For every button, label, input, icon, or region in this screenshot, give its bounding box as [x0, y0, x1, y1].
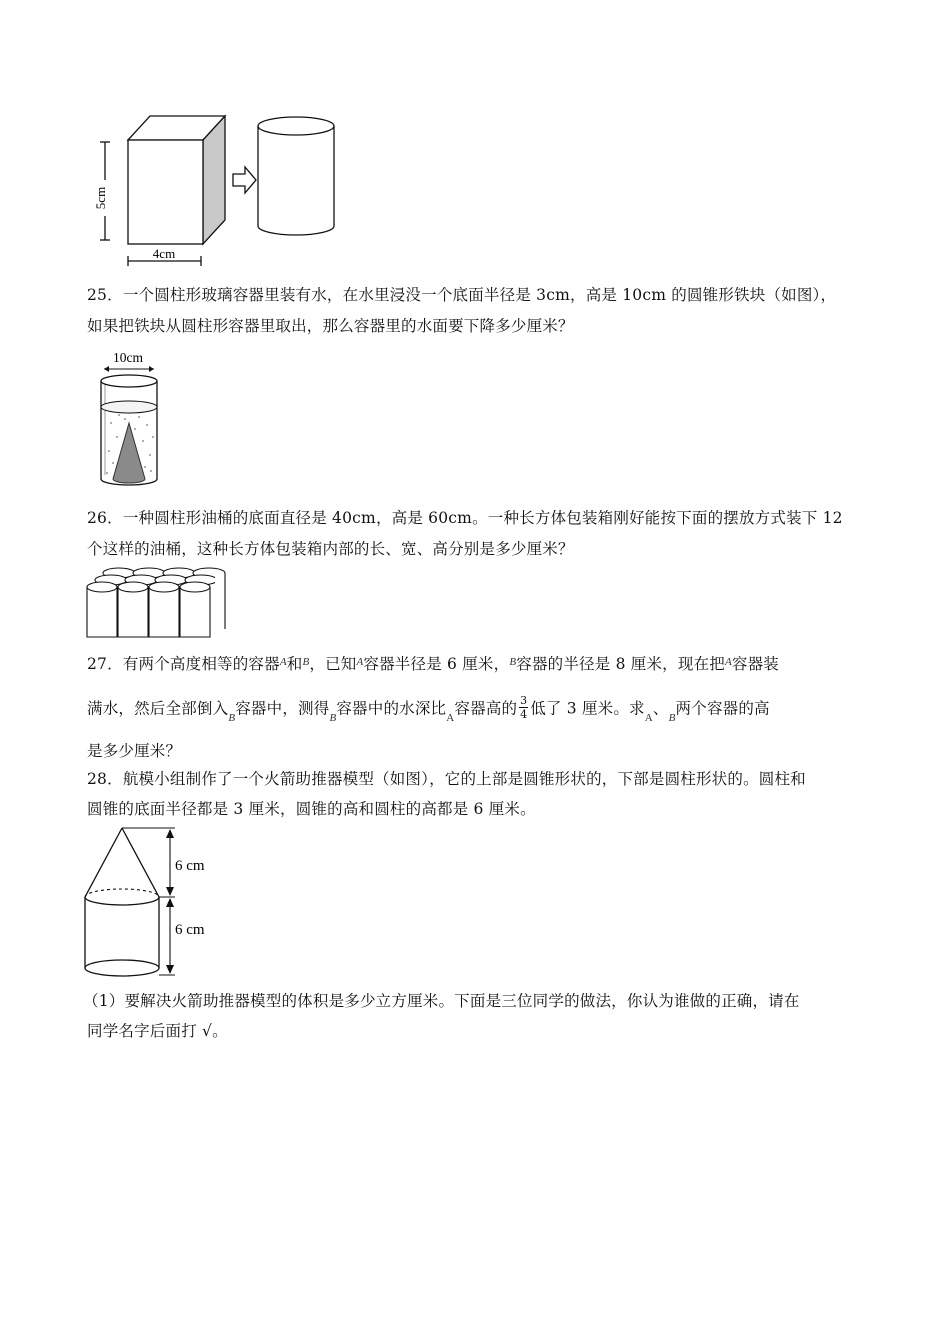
- q28-text-line1: 28．航模小组制作了一个火箭助推器模型（如图），它的上部是圆锥形状的，下部是圆柱形状的。圆柱和: [87, 770, 806, 788]
- cuboid-cylinder-figure: [85, 110, 345, 270]
- q26-text-line1: 26．一种圆柱形油桶的底面直径是 40cm，高是 60cm。一种长方体包装箱刚好能按下面的摆放方式装下 12: [87, 509, 843, 527]
- cone-in-cylinder-figure: [95, 345, 165, 490]
- q28-sub1-line2: 同学名字后面打 √。: [87, 1022, 228, 1040]
- height-label: 5cm: [93, 186, 108, 210]
- rocket-booster-figure: [80, 825, 230, 980]
- q25-text-line2: 如果把铁块从圆柱形容器里取出，那么容器里的水面要下降多少厘米？: [87, 317, 574, 335]
- q28-sub1-line1: （1）要解决火箭助推器模型的体积是多少立方厘米。下面是三位同学的做法，你认为谁做的正确，请在: [83, 992, 800, 1010]
- q28-text-line2: 圆锥的底面半径都是 3 厘米，圆锥的高和圆柱的高都是 6 厘米。: [87, 800, 536, 818]
- q27-text-line2: 满水，然后全部倒入$_B$容器中，测得$_B$容器中的水深比$_A$容器高的 $\frac{3}{4}$ 低了 3 厘米。求$_A$、$_B$两个容器的高: [87, 694, 770, 724]
- q25-text-line1: 25．一个圆柱形玻璃容器里装有水，在水里浸没一个底面半径是 3cm，高是 10cm 的圆锥形铁块（如图），: [87, 286, 837, 304]
- q27-text-line3: 是多少厘米？: [87, 742, 182, 760]
- diameter-label: 10cm: [113, 350, 143, 365]
- q26-text-line2: 个这样的油桶，这种长方体包装箱内部的长、宽、高分别是多少厘米？: [87, 540, 574, 558]
- three-quarters-fraction: $\frac{3}{4}$: [520, 694, 528, 721]
- container-b-symbol: B: [302, 656, 310, 668]
- container-a-symbol: A: [279, 656, 287, 668]
- oil-barrels-figure: [85, 563, 235, 643]
- cone-height-label: 6 cm: [175, 858, 205, 874]
- width-label: 4cm: [152, 246, 176, 261]
- cylinder-height-label: 6 cm: [175, 922, 205, 938]
- q27-text-line1: 27．有两个高度相等的容器$^A$和$^B$，已知$^A$容器半径是 6 厘米，$^B$容器的半径是 8 厘米，现在把$^A$容器装: [87, 655, 779, 673]
